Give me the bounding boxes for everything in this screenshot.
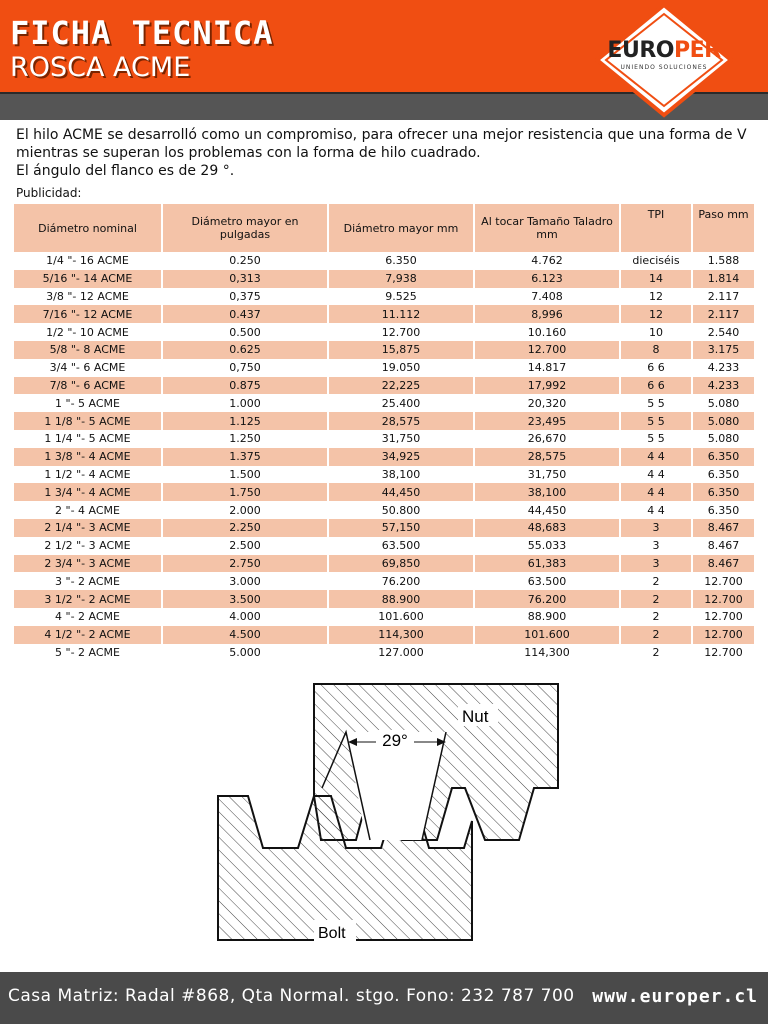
table-cell: 1.375 [162, 448, 328, 466]
table-cell: 1.125 [162, 412, 328, 430]
table-row [14, 537, 754, 555]
table-cell: 2 [620, 626, 692, 644]
table-cell: 3 [620, 555, 692, 573]
table-cell: 7,938 [328, 270, 474, 288]
table-cell: 8.467 [707, 539, 740, 553]
table-cell: 48,683 [474, 519, 620, 537]
table-cell: 5.080 [707, 396, 740, 410]
table-row [14, 501, 754, 519]
table-cell: 31,750 [474, 466, 620, 484]
table-row [14, 341, 754, 359]
table-cell: 2.540 [707, 325, 740, 339]
table-cell: 2 1/4 "- 3 ACME [14, 519, 162, 537]
table-cell: 1/2 "- 10 ACME [14, 323, 162, 341]
intro-text [16, 126, 756, 180]
table-cell: dieciséis [620, 252, 692, 270]
table-row [14, 252, 754, 270]
table-cell: 12.700 [328, 323, 474, 341]
table-cell: 50.800 [328, 501, 474, 519]
table-cell: 4 4 [620, 466, 692, 484]
col-header-major-mm: Diámetro mayor mm [328, 204, 474, 252]
table-cell: 0.250 [162, 252, 328, 270]
table-cell: 10 [620, 323, 692, 341]
table-cell: 6.350 [707, 467, 740, 481]
table-cell: 4 "- 2 ACME [14, 608, 162, 626]
table-cell: 7/8 "- 6 ACME [14, 377, 162, 395]
table-cell: 88.900 [474, 608, 620, 626]
table-cell: 101.600 [328, 608, 474, 626]
table-cell: 3 [620, 537, 692, 555]
table-cell: 1.500 [162, 466, 328, 484]
table-cell: 14 [620, 270, 692, 288]
logo-wordmark-per: PER [673, 38, 721, 63]
table-cell: 15,875 [328, 341, 474, 359]
table-cell: 1.814 [692, 270, 754, 288]
table-cell: 12.700 [692, 590, 754, 608]
table-cell: 2 1/2 "- 3 ACME [14, 537, 162, 555]
nut-label: Nut [462, 707, 489, 726]
table-cell: 25.400 [328, 394, 474, 412]
table-cell: 2.117 [692, 305, 754, 323]
table-cell: 17,992 [474, 377, 620, 395]
table-cell: 12.700 [692, 626, 754, 644]
table-row [14, 608, 754, 626]
table-cell: 1 3/8 "- 4 ACME [14, 448, 162, 466]
table-header-row [14, 204, 754, 252]
table-cell: 38,100 [328, 466, 474, 484]
table-cell: 23,495 [474, 412, 620, 430]
footer-address: Casa Matriz: Radal #868, Qta Normal. stgo. Fono: 232 787 700 [8, 986, 575, 1006]
table-cell: 14.817 [474, 359, 620, 377]
table-cell: 101.600 [474, 626, 620, 644]
table-cell: 12 [620, 305, 692, 323]
table-cell: 34,925 [328, 448, 474, 466]
table-row [14, 412, 754, 430]
table-cell: 4.000 [162, 608, 328, 626]
table-cell: 0,313 [162, 270, 328, 288]
table-cell: 12 [620, 288, 692, 306]
table-cell: 22,225 [328, 377, 474, 395]
table-cell: 44,450 [474, 501, 620, 519]
title-line-2: ROSCA ACME [10, 52, 191, 83]
table-row [14, 590, 754, 608]
table-cell: 4.233 [692, 377, 754, 395]
table-cell: 63.500 [474, 572, 620, 590]
table-cell: 0.437 [162, 305, 328, 323]
table-cell: 1.750 [162, 483, 328, 501]
table-cell: 1.588 [707, 254, 740, 268]
table-cell: 0.500 [162, 323, 328, 341]
acme-thread-table [14, 204, 754, 661]
table-cell: 9.525 [328, 288, 474, 306]
table-cell: 2 "- 4 ACME [14, 501, 162, 519]
flank-angle-note: El ángulo del flanco es de 29 °. [16, 163, 235, 179]
table-cell: 2.117 [707, 289, 740, 303]
table-cell: 5.080 [707, 432, 740, 446]
col-header-nominal: Diámetro nominal [14, 204, 162, 252]
logo-wordmark [594, 38, 734, 63]
table-cell: 6.123 [474, 270, 620, 288]
table-row [14, 644, 754, 662]
table-body [14, 252, 754, 661]
table-cell: 1 1/4 "- 5 ACME [14, 430, 162, 448]
table-cell: 57,150 [328, 519, 474, 537]
table-cell: 3 "- 2 ACME [14, 572, 162, 590]
table-cell: 6 6 [620, 377, 692, 395]
table-cell: 8,996 [474, 305, 620, 323]
footer-website: www.europer.cl [592, 986, 758, 1007]
table-cell: 69,850 [328, 555, 474, 573]
col-header-major-in: Diámetro mayor en pulgadas [162, 204, 328, 252]
table-cell: 63.500 [328, 537, 474, 555]
table-cell: 3.175 [692, 341, 754, 359]
table-cell: 3 1/2 "- 2 ACME [14, 590, 162, 608]
table-cell: 1.250 [162, 430, 328, 448]
table-row [14, 377, 754, 395]
table-cell: 2 3/4 "- 3 ACME [14, 555, 162, 573]
table-cell: 4 1/2 "- 2 ACME [14, 626, 162, 644]
table-cell: 76.200 [474, 590, 620, 608]
table-cell: 127.000 [328, 644, 474, 662]
col-header-tpi: TPI [620, 204, 692, 252]
table-row [14, 626, 754, 644]
table-cell: 10.160 [474, 323, 620, 341]
table-cell: 5/16 "- 14 ACME [14, 270, 162, 288]
table-cell: 7.408 [474, 288, 620, 306]
table-cell: 1 "- 5 ACME [14, 394, 162, 412]
page-footer [0, 972, 768, 1024]
table-cell: 1 1/8 "- 5 ACME [14, 412, 162, 430]
table-cell: 5.000 [162, 644, 328, 662]
table-row [14, 323, 754, 341]
intro-paragraph: El hilo ACME se desarrolló como un compromiso, para ofrecer una mejor resistencia que una forma de V mientras se superan los problemas con la forma de hilo cuadrado. [16, 127, 747, 161]
table-cell: 2 [620, 644, 692, 662]
table-cell: 4 4 [620, 501, 692, 519]
table-row [14, 519, 754, 537]
table-cell: 6.350 [328, 252, 474, 270]
table-cell: 0,750 [162, 359, 328, 377]
table-row [14, 288, 754, 306]
table-cell: 3/8 "- 12 ACME [14, 288, 162, 306]
table-row [14, 555, 754, 573]
table-cell: 5 5 [620, 412, 692, 430]
table-row [14, 572, 754, 590]
table-row [14, 430, 754, 448]
table-cell: 2 [620, 590, 692, 608]
title-line-1: FICHA TECNICA [10, 14, 274, 52]
europer-logo [594, 2, 734, 118]
table-cell: 31,750 [328, 430, 474, 448]
table-cell: 5 "- 2 ACME [14, 644, 162, 662]
table-row [14, 270, 754, 288]
table-cell: 19.050 [328, 359, 474, 377]
table-cell: 5 5 [620, 430, 692, 448]
table-row [14, 394, 754, 412]
table-cell: 2.000 [162, 501, 328, 519]
table-cell: 4.762 [474, 252, 620, 270]
table-cell: 114,300 [328, 626, 474, 644]
table-cell: 1 1/2 "- 4 ACME [14, 466, 162, 484]
table-cell: 5.080 [692, 412, 754, 430]
table-cell: 11.112 [328, 305, 474, 323]
table-row [14, 359, 754, 377]
table-cell: 8.467 [692, 519, 754, 537]
table-cell: 20,320 [474, 394, 620, 412]
angle-label: 29° [382, 731, 408, 750]
table-row [14, 305, 754, 323]
table-cell: 88.900 [328, 590, 474, 608]
table-cell: 61,383 [474, 555, 620, 573]
table-cell: 8.467 [692, 555, 754, 573]
table-cell: 5/8 "- 8 ACME [14, 341, 162, 359]
table-cell: 55.033 [474, 537, 620, 555]
table-cell: 6.350 [707, 503, 740, 517]
table-cell: 1 3/4 "- 4 ACME [14, 483, 162, 501]
table-cell: 4 4 [620, 483, 692, 501]
logo-wordmark-euro: EURO [607, 38, 674, 63]
col-header-tap-drill: Al tocar Tamaño Taladro mm [474, 204, 620, 252]
logo-tagline: UNIENDO SOLUCIONES [620, 64, 708, 71]
table-cell: 4 4 [620, 448, 692, 466]
table-cell: 1.000 [162, 394, 328, 412]
table-cell: 114,300 [474, 644, 620, 662]
bolt-label: Bolt [318, 925, 346, 942]
table-cell: 0.625 [162, 341, 328, 359]
table-cell: 4.500 [162, 626, 328, 644]
col-header-pitch: Paso mm [692, 204, 754, 252]
table-cell: 12.700 [474, 341, 620, 359]
table-cell: 2 [620, 572, 692, 590]
table-cell: 2.250 [162, 519, 328, 537]
table-cell: 4.233 [707, 361, 740, 375]
table-cell: 28,575 [328, 412, 474, 430]
table-cell: 12.700 [704, 645, 743, 659]
table-row [14, 483, 754, 501]
table-cell: 0.875 [162, 377, 328, 395]
table-cell: 3 [620, 519, 692, 537]
acme-thread-diagram [210, 676, 570, 946]
table-cell: 3.500 [162, 590, 328, 608]
table-cell: 12.700 [704, 610, 743, 624]
table-cell: 12.700 [704, 574, 743, 588]
table-cell: 1/4 "- 16 ACME [14, 252, 162, 270]
table-cell: 7/16 "- 12 ACME [14, 305, 162, 323]
table-cell: 2 [620, 608, 692, 626]
publicidad-label: Publicidad: [16, 186, 82, 200]
table-cell: 5 5 [620, 394, 692, 412]
table-cell: 38,100 [474, 483, 620, 501]
table-cell: 2.750 [162, 555, 328, 573]
table-cell: 2.500 [162, 537, 328, 555]
table-cell: 26,670 [474, 430, 620, 448]
table-cell: 3.000 [162, 572, 328, 590]
table-cell: 28,575 [474, 448, 620, 466]
table-cell: 6.350 [692, 448, 754, 466]
table-cell: 44,450 [328, 483, 474, 501]
table-cell: 6 6 [620, 359, 692, 377]
table-row [14, 466, 754, 484]
table-cell: 3/4 "- 6 ACME [14, 359, 162, 377]
table-row [14, 448, 754, 466]
table-cell: 8 [620, 341, 692, 359]
table-cell: 6.350 [692, 483, 754, 501]
table-cell: 76.200 [328, 572, 474, 590]
table-cell: 0,375 [162, 288, 328, 306]
